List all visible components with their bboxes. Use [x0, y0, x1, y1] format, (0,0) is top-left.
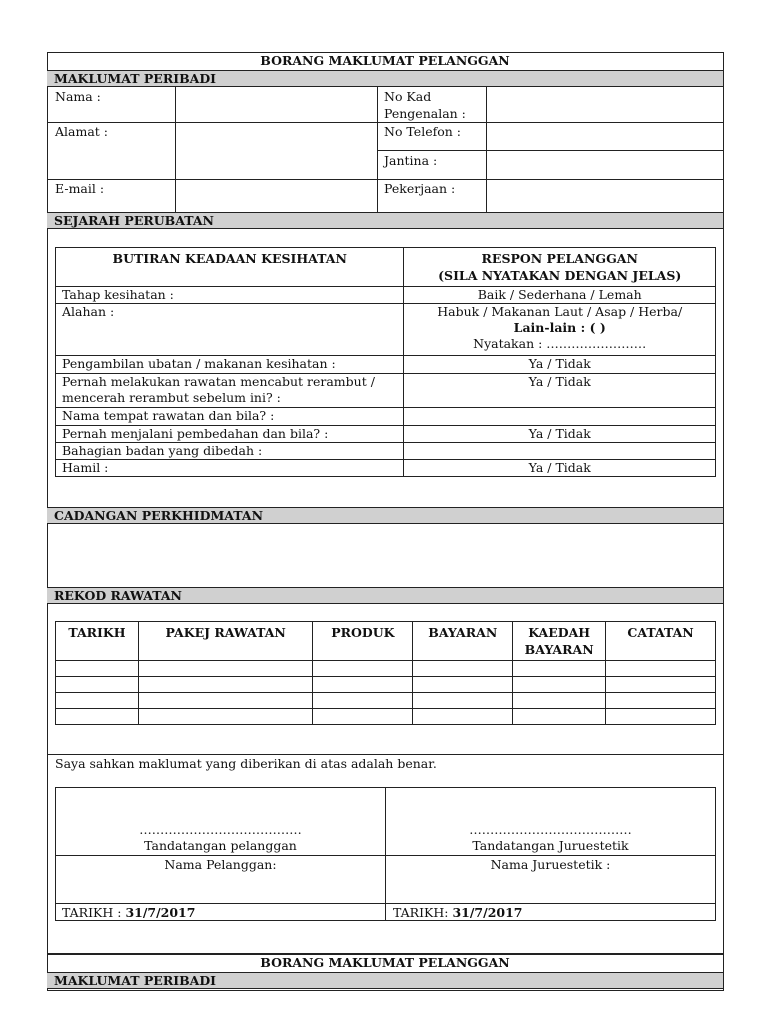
medical-response[interactable]: [404, 408, 716, 426]
medical-history-table: [55, 247, 716, 477]
beautician-signature-line[interactable]: …………………………………: [469, 822, 632, 837]
field-alamat[interactable]: [176, 123, 376, 179]
service-suggestion-field[interactable]: [48, 525, 723, 587]
medical-response[interactable]: Baik / Sederhana / Lemah: [404, 287, 716, 304]
beautician-signature-label: Tandatangan Juruestetik: [472, 838, 629, 853]
beautician-date-value: 31/7/2017: [452, 905, 523, 920]
table-row: [56, 356, 716, 374]
treatment-col-produk: PRODUK: [313, 622, 413, 661]
declaration-statement: Saya sahkan maklumat yang diberikan di atas adalah benar.: [55, 756, 437, 771]
medical-response[interactable]: Ya / Tidak: [404, 460, 716, 477]
field-email[interactable]: [176, 180, 376, 212]
customer-name-label: Nama Pelanggan:: [164, 857, 277, 872]
form-title-repeat: BORANG MAKLUMAT PELANGGAN: [260, 955, 510, 970]
medical-item: Pernah melakukan rawatan mencabut rerambut / mencerah rerambut sebelum ini? :: [56, 374, 404, 408]
label-no-kad-2: Pengenalan :: [384, 106, 466, 121]
label-email: E-mail :: [55, 181, 105, 196]
field-jantina[interactable]: [487, 151, 723, 179]
field-no-telefon[interactable]: [487, 123, 723, 150]
medical-response[interactable]: Ya / Tidak: [404, 426, 716, 443]
medical-item: Nama tempat rawatan dan bila? :: [56, 408, 404, 426]
medical-item: Pernah menjalani pembedahan dan bila? :: [56, 426, 404, 443]
medical-response[interactable]: Ya / Tidak: [404, 374, 716, 408]
medical-item: Hamil :: [56, 460, 404, 477]
section-header-service: CADANGAN PERKHIDMATAN: [47, 507, 723, 524]
section-header-treatment: REKOD RAWATAN: [47, 587, 723, 604]
table-row: [56, 408, 716, 426]
medical-response[interactable]: [404, 443, 716, 460]
label-no-telefon: No Telefon :: [384, 124, 461, 139]
table-row[interactable]: [56, 693, 716, 709]
table-row: [56, 287, 716, 304]
table-row: [56, 304, 716, 356]
field-nama[interactable]: [176, 88, 376, 122]
label-alamat: Alamat :: [55, 124, 108, 139]
medical-item: Tahap kesihatan :: [56, 287, 404, 304]
treatment-col-pakej: PAKEJ RAWATAN: [138, 622, 313, 661]
medical-item: Bahagian badan yang dibedah :: [56, 443, 404, 460]
table-row: [56, 443, 716, 460]
customer-signature-label: Tandatangan pelanggan: [144, 838, 297, 853]
table-row[interactable]: [56, 677, 716, 693]
section-header-personal: MAKLUMAT PERIBADI: [47, 70, 723, 87]
customer-date-value: 31/7/2017: [125, 905, 196, 920]
beautician-date: TARIKH: 31/7/2017: [393, 905, 523, 920]
section-header-personal-repeat: MAKLUMAT PERIBADI: [47, 972, 723, 989]
table-row: [56, 374, 716, 408]
treatment-col-tarikh: TARIKH: [56, 622, 139, 661]
treatment-col-catatan: CATATAN: [606, 622, 716, 661]
label-no-kad: No Kad: [384, 89, 432, 104]
treatment-col-kaedah: KAEDAH BAYARAN: [513, 622, 606, 661]
medical-item: Alahan :: [56, 304, 404, 356]
field-no-kad[interactable]: [487, 88, 723, 122]
table-row[interactable]: [56, 709, 716, 725]
customer-date: TARIKH : 31/7/2017: [62, 905, 196, 920]
table-row[interactable]: [56, 661, 716, 677]
table-row: [56, 426, 716, 443]
field-pekerjaan[interactable]: [487, 180, 723, 212]
beautician-name-label: Nama Juruestetik :: [490, 857, 611, 872]
medical-col-response: RESPON PELANGGAN (SILA NYATAKAN DENGAN JELAS): [404, 248, 716, 287]
label-nama: Nama :: [55, 89, 101, 104]
customer-signature-line[interactable]: …………………………………: [139, 822, 302, 837]
medical-col-item: BUTIRAN KEADAAN KESIHATAN: [56, 248, 404, 287]
label-pekerjaan: Pekerjaan :: [384, 181, 456, 196]
label-jantina: Jantina :: [384, 153, 438, 168]
medical-response[interactable]: Habuk / Makanan Laut / Asap / Herba/ Lain-lain : ( ) Nyatakan : ……………………: [404, 304, 716, 356]
form-title: BORANG MAKLUMAT PELANGGAN: [260, 53, 510, 68]
section-header-medical: SEJARAH PERUBATAN: [47, 212, 723, 229]
treatment-col-bayaran: BAYARAN: [413, 622, 513, 661]
medical-item: Pengambilan ubatan / makanan kesihatan :: [56, 356, 404, 374]
treatment-record-table: [55, 621, 716, 725]
table-row: [56, 460, 716, 477]
medical-response[interactable]: Ya / Tidak: [404, 356, 716, 374]
